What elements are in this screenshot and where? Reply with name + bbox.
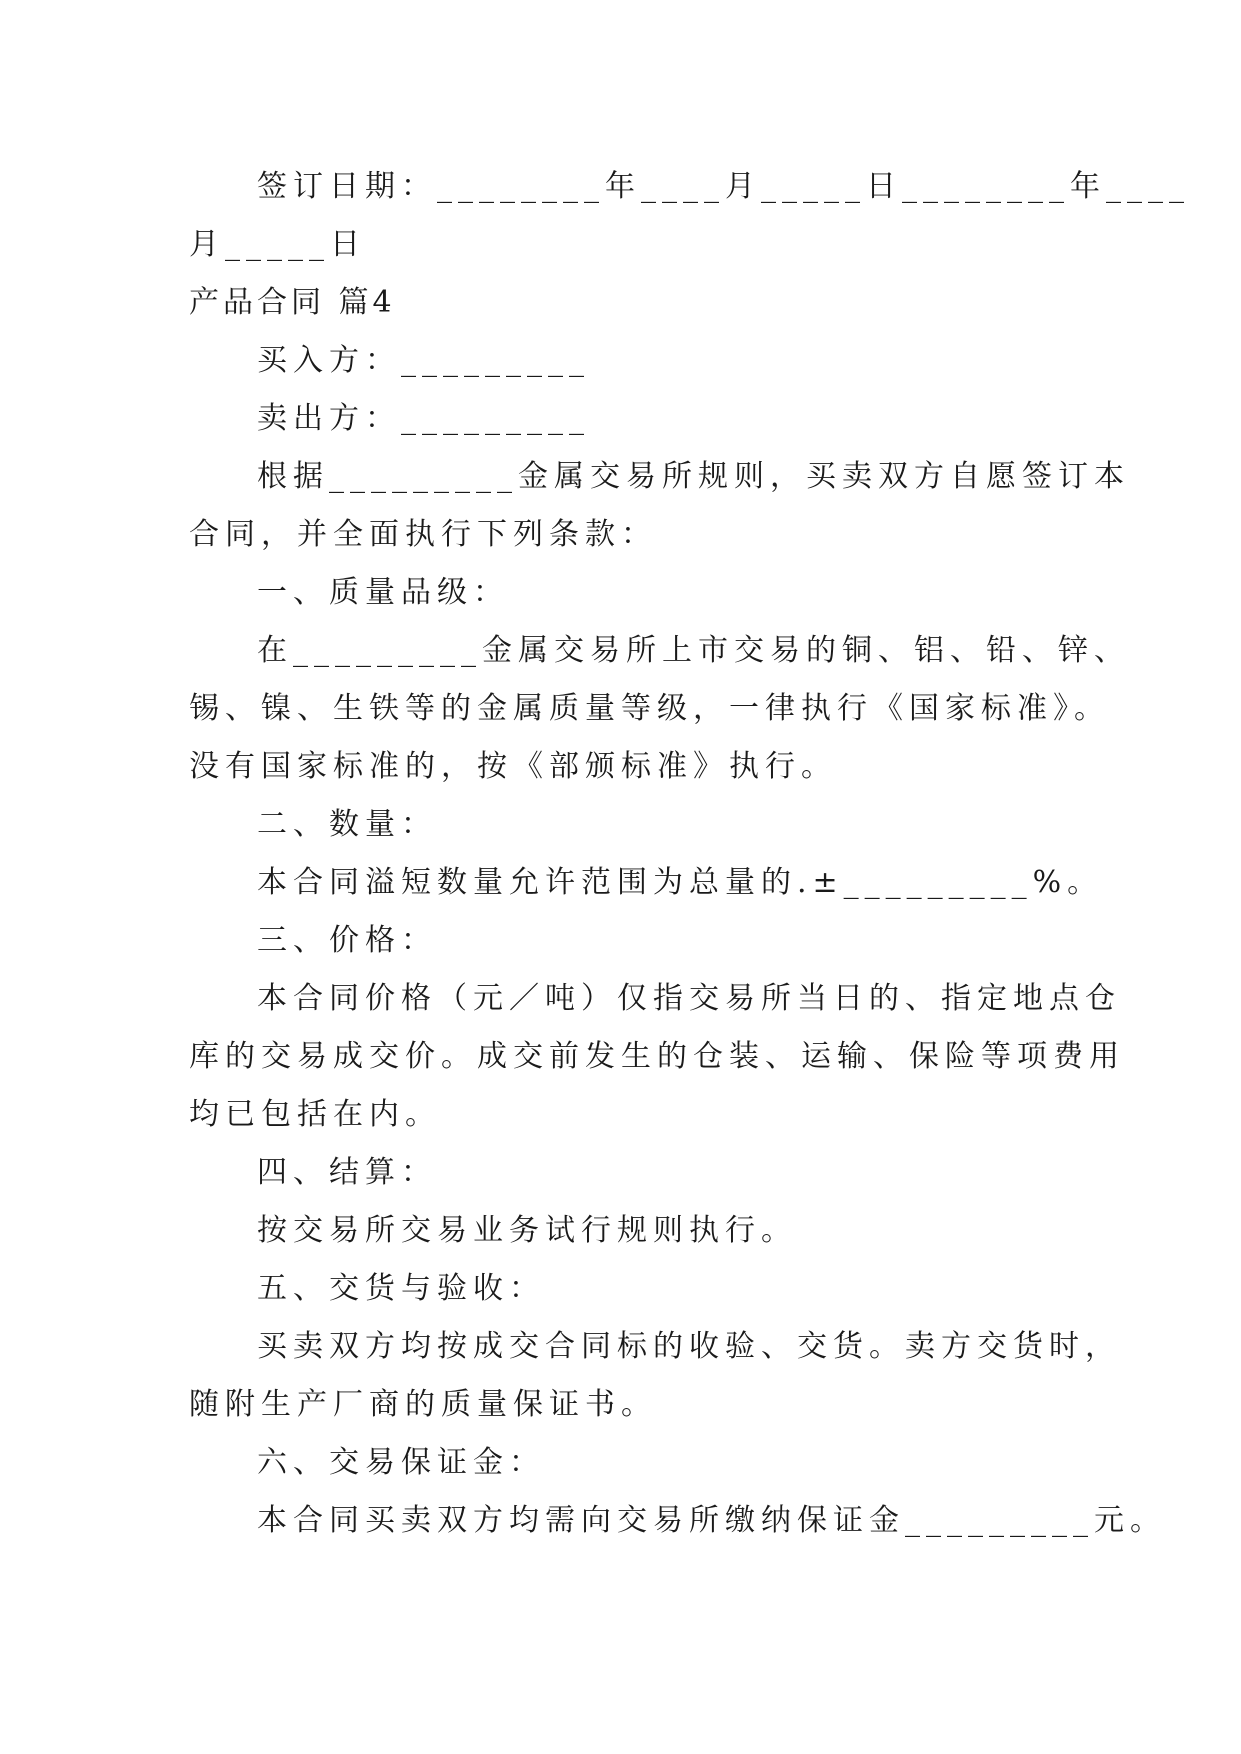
clause-6-text: 本合同买卖双方均需向交易所缴纳保证金_________元。 [257,1503,1166,1538]
buyer-line: 买入方：_________ [257,343,590,378]
clause-1-heading: 一、质量品级： [257,575,509,610]
clause-5-text-1: 买卖双方均按成交合同标的收验、交货。卖方交货时， [257,1329,1121,1364]
signing-date-line: 签订日期：________年____月_____日________年____ [257,169,1190,204]
clause-3-heading: 三、价格： [257,923,437,958]
seller-line: 卖出方：_________ [257,401,590,436]
clause-6-heading: 六、交易保证金： [257,1445,545,1480]
section-title: 产品合同 篇4 [189,285,396,320]
clause-2-text: 本合同溢短数量允许范围为总量的.±_________%。 [257,865,1104,900]
clause-3-text-2: 库的交易成交价。成交前发生的仓装、运输、保险等项费用 [189,1039,1125,1074]
preamble-line-1: 根据_________金属交易所规则，买卖双方自愿签订本 [257,459,1130,494]
clause-2-heading: 二、数量： [257,807,437,842]
clause-1-text-2: 锡、镍、生铁等的金属质量等级，一律执行《国家标准》。 [189,691,1110,726]
clause-5-heading: 五、交货与验收： [257,1271,545,1306]
preamble-line-2: 合同，并全面执行下列条款： [189,517,657,552]
signing-date-continuation: 月_____日 [189,227,366,262]
clause-4-text: 按交易所交易业务试行规则执行。 [257,1213,797,1248]
clause-1-text-3: 没有国家标准的，按《部颁标准》执行。 [189,749,837,784]
clause-1-text-1: 在_________金属交易所上市交易的铜、铝、铅、锌、 [257,633,1130,668]
clause-4-heading: 四、结算： [257,1155,437,1190]
clause-3-text-1: 本合同价格（元／吨）仅指交易所当日的、指定地点仓 [257,981,1121,1016]
document-body [189,158,1190,1550]
clause-5-text-2: 随附生产厂商的质量保证书。 [189,1387,657,1422]
clause-3-text-3: 均已包括在内。 [189,1097,441,1132]
